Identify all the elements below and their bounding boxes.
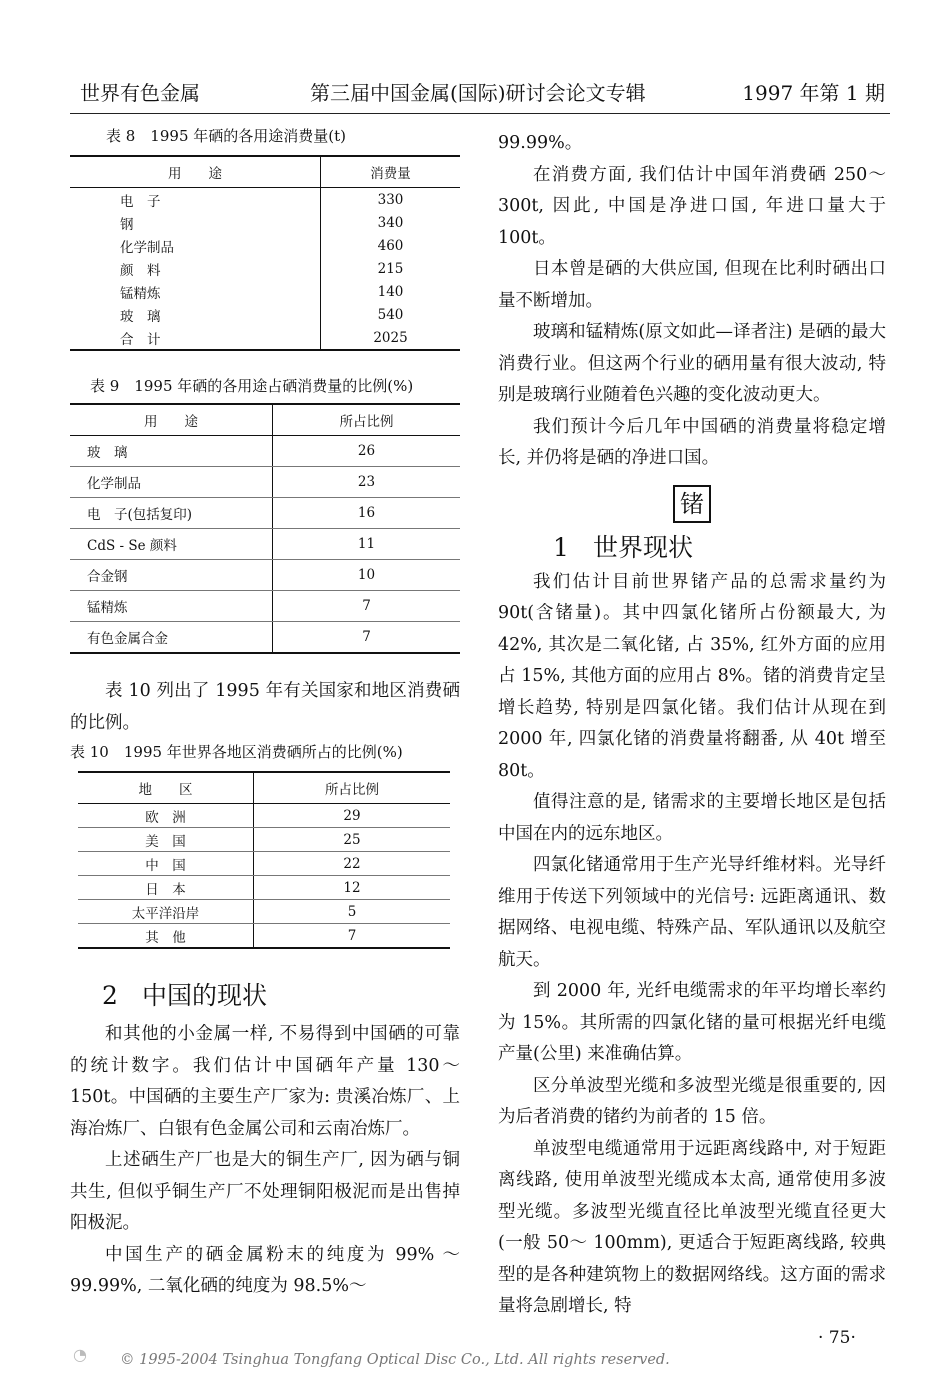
table-cell: 化学制品 [70,234,321,257]
paragraph: 我们预计今后几年中国硒的消费量将稳定增长, 并仍将是硒的净进口国。 [498,416,886,468]
paragraph: 中国生产的硒金属粉末的纯度为 99% ～ 99.99%, 二氧化硒的纯度为 98.5%～ [70,1244,460,1296]
table-row [70,560,460,591]
header-rule [70,113,890,114]
table-cell: 12 [254,876,451,900]
table-cell: 美 国 [78,828,254,852]
table-cell: 5 [254,900,451,924]
copyright-footer: © 1995-2004 Tsinghua Tongfang Optical Disc Co., Ltd. All rights reserved. [120,1352,670,1368]
paragraph: 日本曾是硒的大供应国, 但现在比利时硒出口量不断增加。 [498,259,886,311]
table-cell: CdS - Se 颜料 [70,529,273,560]
paragraph: 区分单波型光缆和多波型光缆是很重要的, 因为后者消费的锗约为前者的 15 倍。 [498,1075,886,1127]
paragraph: 单波型电缆通常用于远距离线路中, 对于短距离线路, 使用单波型光缆成本太高, 通常使用多波型光缆。多波型光缆直径比单波型光缆直径更大(一般 50～ 100mm), 更适合于短距离线路, 较典型的是各种建筑物上的数据网络线。这方面的需求量将急剧增长, 特 [498,1138,886,1316]
section-number: 2 [102,981,118,1010]
table-row [70,326,460,350]
paragraph: 在消费方面, 我们估计中国年消费硒 250～ 300t, 因此, 中国是净进口国, 年进口量大于 100t。 [498,164,886,248]
table-row [70,303,460,326]
section-heading [553,531,886,565]
table-row [70,257,460,280]
table-cell: 2025 [373,329,408,346]
table8 [70,155,460,351]
table-row [70,280,460,303]
table-cell: 钢 [70,211,321,234]
table-header-row [70,156,460,188]
table-cell: 23 [273,467,461,498]
section-title: 世界现状 [593,532,694,562]
table-cell: 25 [254,828,451,852]
table-row [70,591,460,622]
table-row [78,876,450,900]
table-cell: 7 [362,629,371,645]
journal-name: 世界有色金属 [80,81,200,105]
table-header-row [78,772,450,804]
table-cell: 电 子 [70,188,321,212]
table-header-cell: 地 区 [78,772,254,804]
table-row [70,234,460,257]
table-header-cell: 所占比例 [254,772,451,804]
table-cell: 330 [377,191,404,208]
table-row [70,436,460,467]
paragraph: 表 10 列出了 1995 年有关国家和地区消费硒的比例。 [70,681,460,733]
table-cell: 玻 璃 [70,303,321,326]
table-header-cell: 消费量 [321,156,461,188]
table-cell: 合金钢 [70,560,273,591]
table8-caption: 表 8 1995 年硒的各用途消费量(t) [106,127,346,145]
table-cell: 化学制品 [70,467,273,498]
table-cell: 欧 洲 [78,804,254,828]
table-cell: 合 计 [70,326,321,350]
table-cell: 540 [377,306,404,323]
running-header [80,78,885,108]
section-heading [102,979,460,1013]
table-cell: 340 [377,214,404,231]
table-row [78,924,450,949]
table-row [70,211,460,234]
table-row [70,529,460,560]
table-cell: 7 [273,591,461,622]
table9-caption: 表 9 1995 年硒的各用途占硒消费量的比例(%) [90,377,414,395]
section-number: 1 [553,532,569,562]
table-cell: 215 [377,260,404,277]
table-row [70,622,460,654]
table-cell: 10 [273,560,461,591]
table-row [78,804,450,828]
table-cell: 11 [273,529,461,560]
issue-number: 1997 年第 1 期 [742,81,885,105]
left-column [70,125,460,1303]
table-cell: 460 [377,237,404,254]
table-cell: 颜 料 [70,257,321,280]
table-row [78,828,450,852]
table-header-cell: 用 途 [70,156,321,188]
table-cell: 7 [347,927,357,944]
table-cell: 中 国 [78,852,254,876]
paragraph-continuation: 99.99%。 [498,133,583,153]
table-cell: 电 子(包括复印) [70,498,273,529]
paragraph: 玻璃和锰精炼(原文如此—译者注) 是硒的最大消费行业。但这两个行业的硒用量有很大波动, 特别是玻璃行业随着色兴趣的变化波动更大。 [498,322,886,405]
table-cell: 16 [273,498,461,529]
table-cell: 锰精炼 [70,591,273,622]
table-cell: 140 [377,283,404,300]
page-number: · 75· [818,1328,856,1348]
table10-caption: 表 10 1995 年世界各地区消费硒所占的比例(%) [70,743,403,761]
table-row [70,467,460,498]
special-issue-title: 第三届中国金属(国际)研讨会论文专辑 [310,81,646,105]
table-row [78,852,450,876]
paragraph: 上述硒生产厂也是大的铜生产厂, 因为硒与铜共生, 但似乎铜生产厂不处理铜阳极泥而是出售掉阳极泥。 [70,1150,460,1233]
paragraph: 值得注意的是, 锗需求的主要增长地区是包括中国在内的远东地区。 [498,792,886,844]
element-title-box: 锗 [673,485,711,523]
table10 [78,771,450,949]
table-cell: 29 [254,804,451,828]
table-header-row [70,404,460,436]
paragraph: 到 2000 年, 光纤电缆需求的年平均增长率约为 15%。其所需的四氯化锗的量可根据光纤电缆产量(公里) 来准确估算。 [498,981,886,1064]
publisher-logo-icon: ◔ [73,1345,87,1364]
table-row [70,498,460,529]
table-header-cell: 用 途 [70,404,273,436]
table-cell: 玻 璃 [70,436,273,467]
table-cell: 太平洋沿岸 [78,900,254,924]
table-cell: 22 [254,852,451,876]
table-row [78,900,450,924]
table-row [70,188,460,212]
section-title: 中国的现状 [142,981,268,1010]
table-cell: 26 [273,436,461,467]
table-cell: 其 他 [78,924,254,949]
table-cell: 有色金属合金 [70,622,273,654]
table-cell: 锰精炼 [70,280,321,303]
table-cell: 日 本 [78,876,254,900]
paragraph: 和其他的小金属一样, 不易得到中国硒的可靠的统计数字。我们估计中国硒年产量 130～ 150t。中国硒的主要生产厂家为: 贵溪冶炼厂、上海冶炼厂、白银有色金属公司和云南冶炼厂。 [70,1024,460,1139]
paragraph: 四氯化锗通常用于生产光导纤维材料。光导纤维用于传送下列领域中的光信号: 远距离通讯、数据网络、电视电缆、特殊产品、军队通讯以及航空航天。 [498,855,886,970]
table9 [70,403,460,654]
right-column [498,128,886,1323]
table-header-cell: 所占比例 [273,404,461,436]
paragraph: 我们估计目前世界锗产品的总需求量约为 90t(含锗量)。其中四氯化锗所占份额最大, 为 42%, 其次是二氧化锗, 占 35%, 红外方面的应用占 15%, 其他方面的应用占 8%。锗的消费肯定呈增长趋势, 特别是四氯化锗。我们估计从现在到 2000 年, 四氯化锗的消费量将翻番, 从 40t 增至 80t。 [498,571,886,781]
